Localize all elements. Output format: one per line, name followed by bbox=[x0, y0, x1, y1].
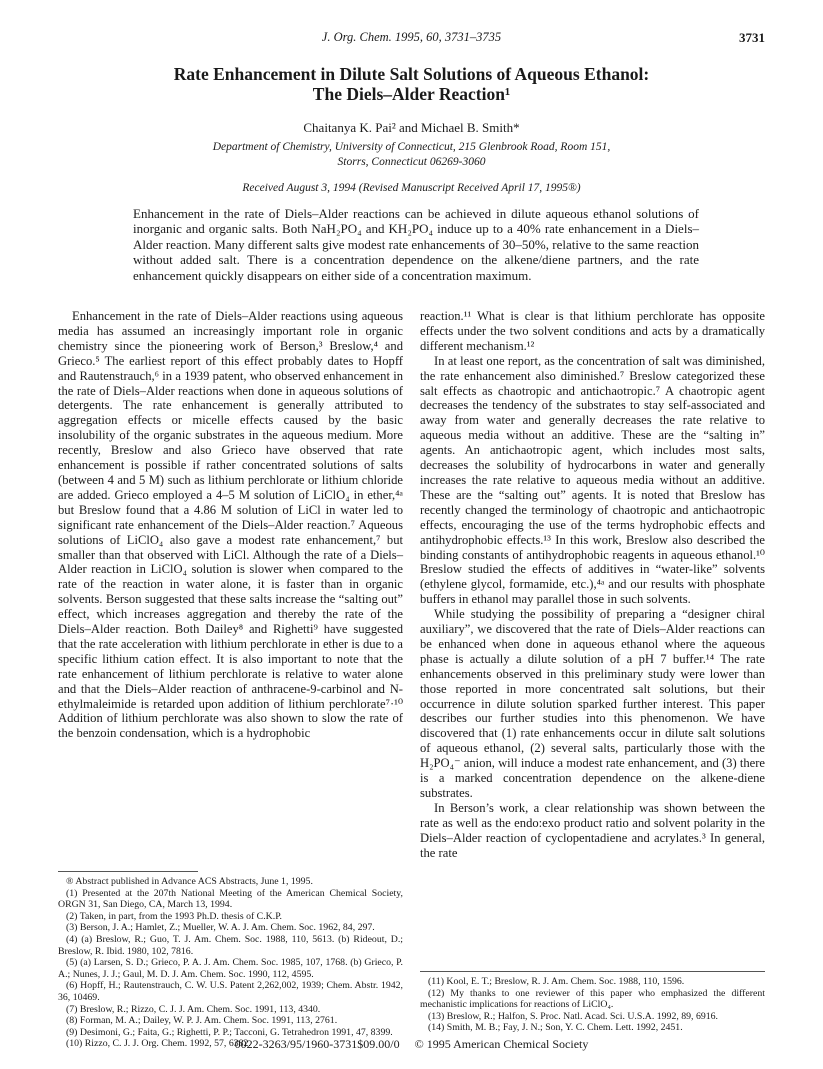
footnote: (14) Smith, M. B.; Fay, J. N.; Son, Y. C. Chem. Lett. 1992, 2451. bbox=[428, 1022, 683, 1034]
affiliation-line-1: Department of Chemistry, University of Connecticut, 215 Glenbrook Road, Room 151, bbox=[212, 141, 611, 153]
footnote-divider bbox=[420, 971, 765, 972]
footnote: (12) My thanks to one reviewer of this paper who emphasized the different mechanistic implications for reactions of LiClO₄. bbox=[420, 987, 765, 1011]
footnote-divider bbox=[58, 871, 198, 872]
author-list: Chaitanya K. Pai² and Michael B. Smith* bbox=[303, 120, 520, 135]
abstract: Enhancement in the rate of Diels–Alder reactions can be achieved in dilute aqueous ethanol solutions of inorganic and organic salts. Both NaH₂PO₄ and KH₂PO₄ induce up to a 40% rate enhancement in a Diels–Alder reaction. Many different salts give modest rate enhancements of 30–50%, relative to the same reaction without added salt. There is a concentration dependence on the alkene/diene partners, and the rate enhancement quickly disappears on either side of a concentration maximum. bbox=[133, 206, 699, 283]
right-column bbox=[420, 309, 765, 861]
body-paragraph: reaction.¹¹ What is clear is that lithium perchlorate has opposite effects under the two solvent conditions and acts by a dramatically different mechanism.¹² bbox=[420, 309, 765, 353]
footnote: (13) Breslow, R.; Halfon, S. Proc. Natl. Acad. Sci. U.S.A. 1992, 89, 6916. bbox=[428, 1010, 718, 1022]
left-column bbox=[58, 309, 403, 741]
footnote: (3) Berson, J. A.; Hamlet, Z.; Mueller, W. A. J. Am. Chem. Soc. 1962, 84, 297. bbox=[66, 922, 375, 934]
footnote: (9) Desimoni, G.; Faita, G.; Righetti, P. P.; Tacconi, G. Tetrahedron 1991, 47, 8399. bbox=[66, 1026, 393, 1038]
footnote: (1) Presented at the 207th National Meeting of the American Chemical Society, ORGN 31, San Diego, CA, March 13, 1994. bbox=[58, 887, 403, 911]
footnote: (10) Rizzo, C. J. J. Org. Chem. 1992, 57, 6382. bbox=[66, 1038, 251, 1050]
footnote: (6) Hopff, H.; Rautenstrauch, C. W. U.S. Patent 2,262,002, 1939; Chem. Abstr. 1942, 36, 10469. bbox=[58, 980, 403, 1003]
affiliation bbox=[120, 140, 703, 170]
affiliation-line-2: Storrs, Connecticut 06269-3060 bbox=[337, 156, 486, 168]
footnote: ® Abstract published in Advance ACS Abstracts, June 1, 1995. bbox=[66, 876, 313, 887]
title-line-2: The Diels–Alder Reaction¹ bbox=[312, 84, 511, 104]
body-paragraph: Enhancement in the rate of Diels–Alder reactions using aqueous media has assumed an increasingly important role in organic chemistry since the pioneering work of Berson,³ Breslow,⁴ and Grieco.⁵ The earliest report of this effect probably dates to Hopff and Rautenstrauch,⁶ in a 1939 patent, who observed enhancement in the rate of Diels–Alder reactions when done in aqueous solutions of detergents. The rate enhancement is generally attributed to aggregation effects or micelle effects caused by the basic insolubility of the organic substrates in the aqueous medium. More recently, Breslow and also Grieco have observed that rate enhancement is possible if rather concentrated solutions of salts (between 4 and 5 M) such as lithium perchlorate or lithium chloride are added. Grieco employed a 4–5 M solution of LiClO₄ in ether,⁴ᵃ but Breslow found that a 4.86 M solution of LiCl in water led to significant rate enhancement of the Diels–Alder reaction.⁷ Aqueous solutions of LiClO₄ also gave a modest rate enhancement,⁷ but smaller than that observed with LiCl. Although the rate of a Diels–Alder reaction in LiClO₄ solution is slower when compared to the rate of the reaction in water alone, it is faster than in organic solvents. Berson suggested that these salts increase the “salting out” effect, which increases aggregation and thereby the rate of the Diels–Alder reaction. Both Dailey⁸ and Righetti⁹ have suggested that the rate acceleration with lithium perchlorate in ether is due to a specific lithium cation effect. It is also important to note that the rate enhancement of lithium perchlorate is relative to water alone and that the Diels–Alder reaction of anthracene-9-carbinol and N-ethylmaleimide is retarded upon addition of lithium perchlorate⁷·¹⁰ Addition of lithium perchlorate was also shown to slow the rate of the benzoin condensation, which is a hydrophobic bbox=[58, 309, 403, 741]
footnotes-left bbox=[58, 876, 403, 1050]
running-header bbox=[0, 30, 823, 46]
body-paragraph: In at least one report, as the concentration of salt was diminished, the rate enhancement also diminished.⁷ Breslow categorized these salt effects as chaotropic and antichaotropic.⁷ A chaotropic agent decreases the tendency of the substrates to stay self-associated and away from water and generally decreases the rate relative to aqueous media without an additive. These are the “salting in” agents. An antichaotropic agent, which includes most salts, decreases the solubility of hydrocarbons in water and generally increases the rate relative to aqueous media without an additive. These are the “salting out” agents. It is noted that Breslow has recently changed the terminology of chaotropic and antichaotropic effects, encouraging the use of the terms hydrophobic effects and antihydrophobic effects.¹³ In this work, Breslow also described the binding constants of antihydrophobic reagents in aqueous ethanol.¹⁰ Breslow studied the effects of additives in “water-like” solvents (ethylene glycol, formamide, etc.),⁴ᵃ and our results with phosphate buffers in ethanol may parallel those in such solvents. bbox=[420, 353, 765, 607]
article-title bbox=[100, 64, 723, 104]
footnote: (2) Taken, in part, from the 1993 Ph.D. thesis of C.K.P. bbox=[66, 910, 283, 922]
page-number: 3731 bbox=[739, 30, 765, 45]
footnote: (5) (a) Larsen, S. D.; Grieco, P. A. J. Am. Chem. Soc. 1985, 107, 1768. (b) Grieco, P. A.; Nunes, J. J.; Gaul, M. D. J. Am. Chem. Soc. 1990, 112, 4595. bbox=[58, 957, 403, 980]
received-dates: Received August 3, 1994 (Revised Manuscript Received April 17, 1995®) bbox=[242, 182, 581, 194]
footnote: (11) Kool, E. T.; Breslow, R. J. Am. Chem. Soc. 1988, 110, 1596. bbox=[428, 976, 685, 987]
title-line-1: Rate Enhancement in Dilute Salt Solutions of Aqueous Ethanol: bbox=[173, 64, 650, 84]
footnote: (8) Forman, M. A.; Dailey, W. P. J. Am. Chem. Soc. 1991, 113, 2761. bbox=[66, 1015, 338, 1027]
footnote: (4) (a) Breslow, R.; Guo, T. J. Am. Chem. Soc. 1988, 110, 5613. (b) Rideout, D.; Breslow, R. Ibid. 1980, 102, 7816. bbox=[58, 933, 403, 957]
journal-citation: J. Org. Chem. 1995, 60, 3731–3735 bbox=[321, 30, 502, 44]
copyright-footer: 0022-3263/95/1960-3731$09.00/0 © 1995 American Chemical Society bbox=[234, 1037, 589, 1051]
footnote: (7) Breslow, R.; Rizzo, C. J. J. Am. Chem. Soc. 1991, 113, 4340. bbox=[66, 1003, 321, 1015]
body-paragraph: While studying the possibility of preparing a “designer chiral auxiliary”, we discovered that the rate of Diels–Alder reactions can be enhanced when done in aqueous ethanol where the aqueous phase is actually a dilute solution of a pH 7 buffer.¹⁴ The rate enhancements observed in this preliminary study were lower than those reported in more concentrated salt solutions, but their occurrence in dilute solution sparked further interest. This paper describes our further studies into this phenomenon. We have discovered that (1) rate enhancements occur in dilute salt solutions of aqueous ethanol, (2) several salts, particularly those with the H₂PO₄⁻ anion, will induce a modest rate enhancement, and (3) there is a marked concentration dependence on the alkene-diene substrates. bbox=[420, 607, 765, 800]
footnotes-right bbox=[420, 976, 765, 1034]
body-paragraph: In Berson’s work, a clear relationship was shown between the rate as well as the endo:exo product ratio and solvent polarity in the Diels–Alder reaction of cyclopentadiene and acrylates.³ In general, the rate bbox=[420, 800, 765, 860]
